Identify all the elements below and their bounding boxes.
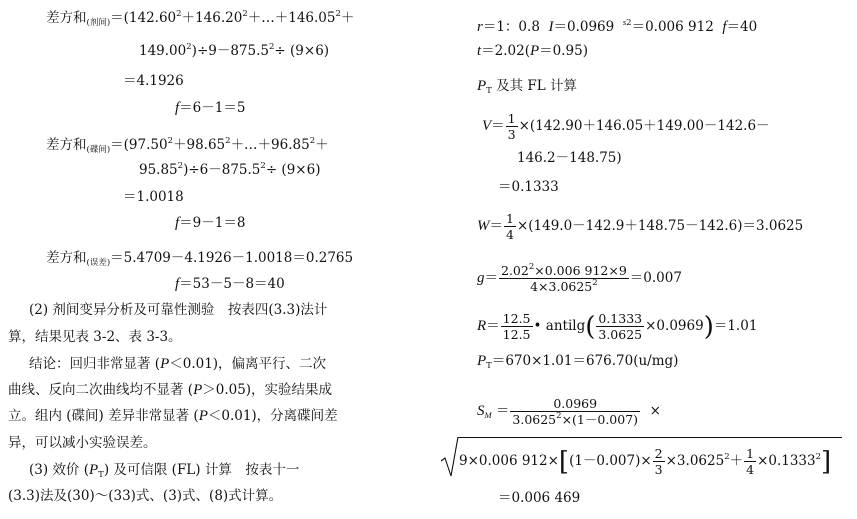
fraction: $\frac{2}{3}$ [654, 446, 663, 477]
fraction: $\frac{0.1333}{3.0625}$ [598, 311, 643, 342]
fraction: $\frac{2.02^2\times 0.006 912\times 9}{4\times 3.0625^2}$ [501, 262, 627, 294]
degrees-of-freedom: f＝53－5－8＝40 [175, 276, 285, 292]
fraction: $\frac{1}{3}$ [507, 111, 516, 142]
conclusion-line: 结论：回归非常显著 (P＜0.01)，偏离平行、二次 [29, 356, 327, 372]
equation-V-result: ＝0.1333 [498, 179, 559, 195]
t-value-line: t＝2.02(P＝0.95) [477, 43, 588, 59]
section-heading: $P_T$ 及其 FL 计算 [477, 78, 578, 96]
paragraph-line: (3) 效价 $(P_T)$ 及可信限 (FL) 计算 按表十一 [29, 462, 300, 480]
formula-line: $149.00^2)\div 9-875.5^2\div (9\times 6)$ [139, 42, 330, 59]
conclusion-line: 异，可以减小实验误差。 [8, 435, 157, 451]
equation-W: W＝ $\frac{1}{4}$ ×(149.0－142.9＋148.75－142.6)＝3.0625 [477, 211, 804, 242]
variance-sum-between-doses: 差方和$_{(剂间)}=(142.60^2+146.20^2+\dots+146.05^2+$ [46, 9, 355, 28]
variance-sum-between-plates: 差方和$_{(碟间)}=(97.50^2+98.65^2+\dots+96.85^2+$ [46, 136, 329, 155]
equation-SM: $S_M$ ＝ $\frac{0.0969}{3.0625^2\times(1-0.007)}$ × [477, 396, 661, 427]
paragraph-line: (2) 剂间变异分析及可靠性测验 按表四(3.3)法计 [29, 302, 328, 318]
fraction: $\frac{12.5}{12.5}$ [502, 311, 531, 342]
radical-bar [458, 437, 842, 438]
result-line: ＝4.1926 [123, 73, 184, 89]
final-result: ＝0.006 469 [498, 490, 581, 506]
equation-V: V＝ $\frac{1}{3}$ ×(142.90＋146.05＋149.00－142.6－ [482, 111, 770, 142]
fraction: $\frac{0.0969}{3.0625^2\times(1-0.007)}$ [512, 396, 639, 427]
equation-g: g＝ $\frac{2.02^2\times 0.006 912\times 9}{4\times 3.0625^2}$ ＝0.007 [477, 262, 682, 294]
degrees-of-freedom: f＝9－1＝8 [175, 215, 246, 231]
variance-sum-error: 差方和$_{(误差)}$＝5.4709－4.1926－1.0018＝0.2765 [46, 250, 354, 268]
equation-V-continued: 146.2－148.75) [517, 150, 622, 166]
conclusion-line: 曲线、反向二次曲线均不显著 (P＞0.05)，实验结果成 [8, 382, 333, 398]
paragraph-line: (3.3)法及(30)～(33)式、(3)式、(8)式计算。 [8, 488, 283, 504]
formula-line: $95.85^2)\div 6-875.5^2\div (9\times 6)$ [139, 161, 321, 178]
conclusion-line: 立。组内 (碟间) 差异非常显著 (P＜0.01)，分离碟间差 [8, 408, 338, 424]
equation-R: R＝ $\frac{12.5}{12.5}$ • antilg( $\frac{0.1333}{3.0625}$ ×0.0969)＝1.01 [477, 311, 758, 342]
radical-content: 9×0.006 912×[(1－0.007)× $\frac{2}{3}$ $\times 3.0625^2+$ $\frac{1}{4}$ $\times 0.1333^2$] [459, 446, 832, 477]
result-line: ＝1.0018 [123, 189, 184, 205]
fraction: $\frac{1}{4}$ [506, 211, 514, 242]
equation-PT: $P_T=670\times 1.01=676.70(u/mg)$ [477, 353, 679, 371]
radical-sign [440, 437, 460, 477]
paragraph-line: 算，结果见表 3-2、表 3-3。 [8, 329, 182, 345]
parameters-line: r＝1：0.8 I＝0.0969 $^{s2}$＝0.006 912 f＝40 [477, 17, 758, 35]
fraction: $\frac{1}{4}$ [746, 446, 755, 477]
degrees-of-freedom: f＝6－1＝5 [175, 100, 246, 116]
